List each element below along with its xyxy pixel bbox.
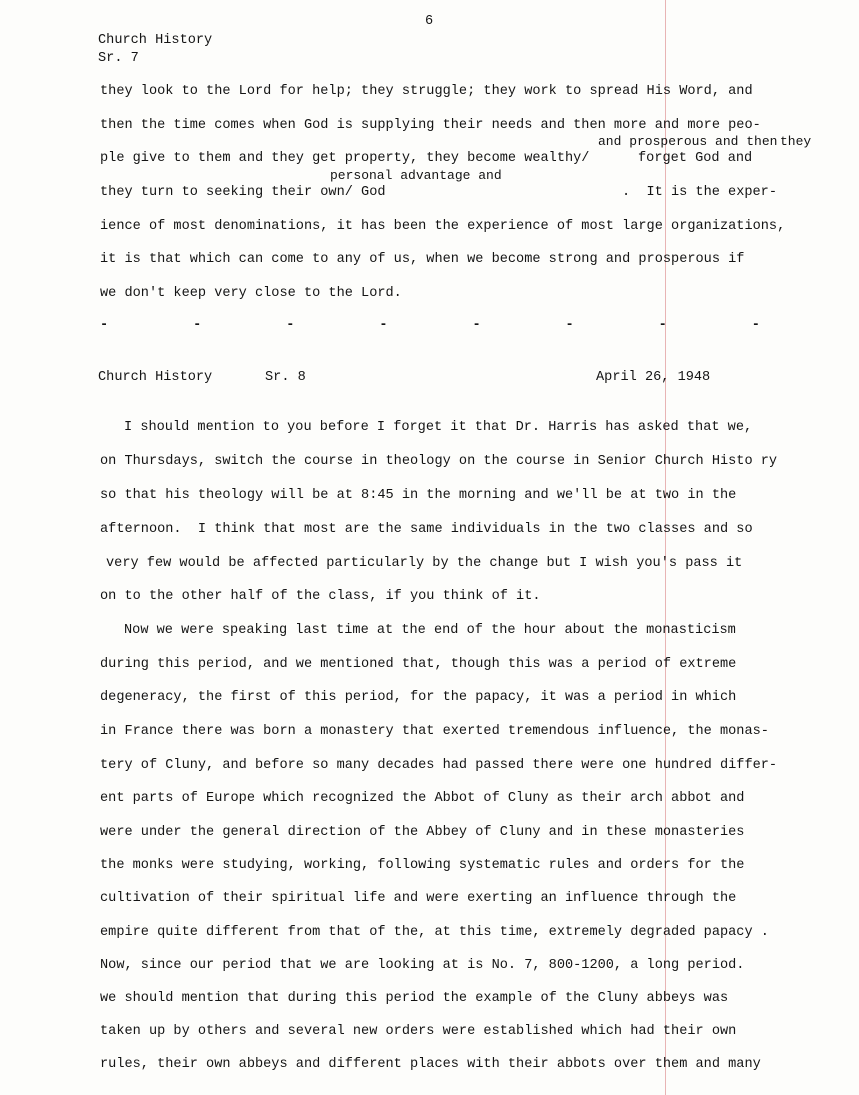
text-line: very few would be affected particularly by the change but I wish you's pass it: [106, 556, 743, 571]
text-line: empire quite different from that of the, at this time, extremely degraded papacy .: [100, 925, 769, 940]
page-number: 6: [425, 14, 434, 29]
text-line: we don't keep very close to the Lord.: [100, 286, 402, 301]
handwritten-insertion: they: [780, 134, 812, 149]
text-line: tery of Cluny, and before so many decades had passed there were one hundred differ-: [100, 758, 778, 773]
text-line: ple give to them and they get property, they become wealthy/: [100, 151, 590, 166]
text-line: ent parts of Europe which recognized the Abbot of Cluny as their arch abbot and: [100, 791, 745, 806]
text-line: it is that which can come to any of us, when we become strong and prosperous if: [100, 252, 745, 267]
text-line: forget God and: [638, 151, 753, 166]
separator-dash: -: [286, 318, 295, 333]
text-line: then the time comes when God is supplying their needs and then more and more peo-: [100, 118, 761, 133]
text-line: were under the general direction of the Abbey of Cluny and in these monasteries: [100, 825, 745, 840]
text-line: the monks were studying, working, following systematic rules and orders for the: [100, 858, 745, 873]
separator-dash: -: [100, 318, 109, 333]
separator-dash: -: [193, 318, 202, 333]
text-line: we should mention that during this period the example of the Cluny abbeys was: [100, 991, 729, 1006]
header-sermon-number: Sr. 7: [98, 51, 139, 66]
text-line: Now, since our period that we are looking at is No. 7, 800-1200, a long period.: [100, 958, 745, 973]
separator-dash: -: [379, 318, 388, 333]
text-line: so that his theology will be at 8:45 in the morning and we'll be at two in the: [100, 488, 737, 503]
text-line: afternoon. I think that most are the same individuals in the two classes and so: [100, 522, 753, 537]
separator-dash: -: [658, 318, 667, 333]
text-line: ience of most denominations, it has been the experience of most large organizations,: [100, 219, 786, 234]
section-sermon-number: Sr. 8: [265, 370, 306, 385]
section-course-title: Church History: [98, 370, 213, 385]
text-line: taken up by others and several new orders were established which had their own: [100, 1024, 737, 1039]
text-line: I should mention to you before I forget it that Dr. Harris has asked that we,: [124, 420, 753, 435]
text-line: on to the other half of the class, if you think of it.: [100, 589, 541, 604]
section-separator: [100, 318, 760, 334]
text-line: cultivation of their spiritual life and were exerting an influence through the: [100, 891, 737, 906]
text-line: they turn to seeking their own/ God: [100, 185, 386, 200]
separator-dash: -: [751, 318, 760, 333]
text-line: . It is the exper-: [622, 185, 777, 200]
separator-dash: -: [472, 318, 481, 333]
text-line: they look to the Lord for help; they struggle; they work to spread His Word, and: [100, 84, 753, 99]
handwritten-insertion: and prosperous and then: [598, 134, 778, 149]
text-line: during this period, and we mentioned that, though this was a period of extreme: [100, 657, 737, 672]
text-line: degeneracy, the first of this period, for the papacy, it was a period in which: [100, 690, 737, 705]
header-course-title: Church History: [98, 33, 213, 48]
separator-dash: -: [565, 318, 574, 333]
handwritten-insertion: personal advantage and: [330, 168, 502, 183]
text-line: rules, their own abbeys and different places with their abbots over them and many: [100, 1057, 761, 1072]
text-line: on Thursdays, switch the course in theology on the course in Senior Church Histo ry: [100, 454, 778, 469]
text-line: in France there was born a monastery that exerted tremendous influence, the monas-: [100, 724, 769, 739]
text-line: Now we were speaking last time at the end of the hour about the monasticism: [124, 623, 736, 638]
section-date: April 26, 1948: [596, 370, 711, 385]
